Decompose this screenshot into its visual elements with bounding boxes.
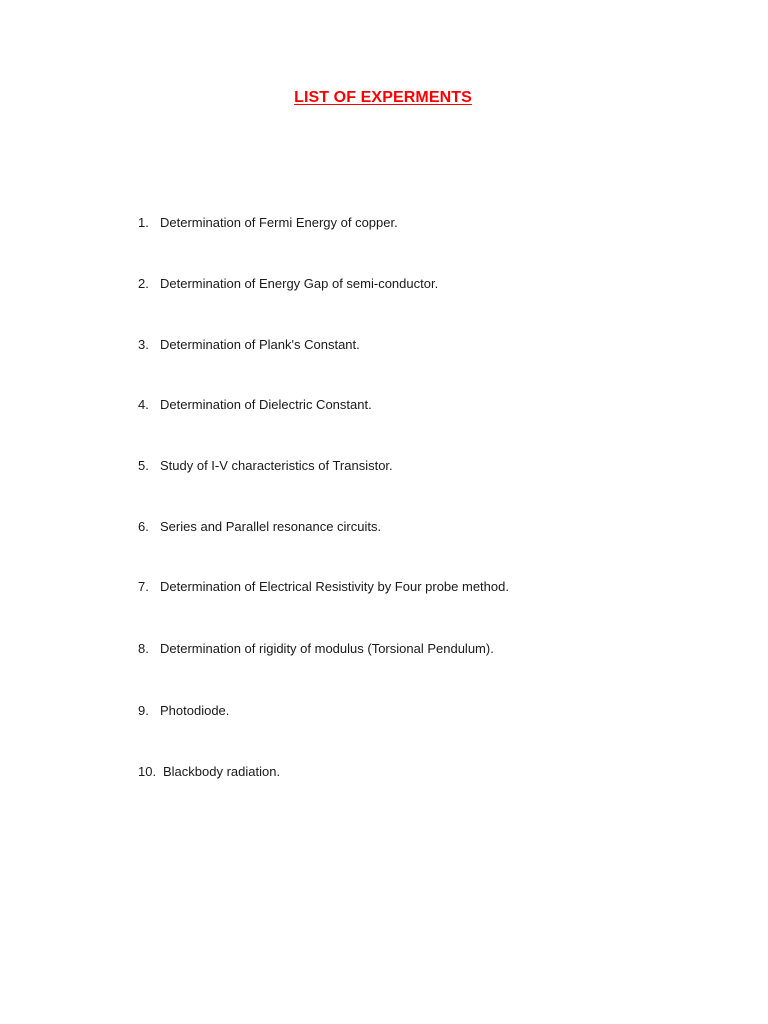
list-item [138,579,509,595]
list-item-number: 10. [138,764,157,779]
list-item-text: Photodiode. [160,703,230,718]
list-item [138,703,229,719]
list-item-text: Blackbody radiation. [163,764,281,779]
list-item-text: Determination of Fermi Energy of copper. [160,215,398,230]
list-item-number: 4. [138,397,149,412]
list-item-number: 5. [138,458,149,473]
list-item-number: 2. [138,276,149,291]
list-item-number: 7. [138,579,149,594]
list-item-text: Determination of Electrical Resistivity by Four probe method. [160,579,509,594]
list-item-number: 8. [138,641,149,656]
list-item [138,519,381,535]
page-title: LIST OF EXPERMENTS [294,89,472,106]
list-item-text: Determination of Energy Gap of semi-conductor. [160,276,439,291]
list-item-text: Determination of Dielectric Constant. [160,397,372,412]
list-item [138,337,360,353]
list-item-number: 6. [138,519,149,534]
list-item-number: 3. [138,337,149,352]
list-item [138,215,398,231]
list-item-number: 1. [138,215,149,230]
list-item-text: Study of I-V characteristics of Transistor. [160,458,393,473]
list-item-text: Series and Parallel resonance circuits. [160,519,382,534]
list-item-text: Determination of rigidity of modulus (Torsional Pendulum). [160,641,494,656]
list-item [138,458,393,474]
list-item [138,764,280,780]
list-item [138,641,494,657]
list-item-text: Determination of Plank's Constant. [160,337,360,352]
list-item [138,397,372,413]
list-item-number: 9. [138,703,149,718]
list-item [138,276,438,292]
